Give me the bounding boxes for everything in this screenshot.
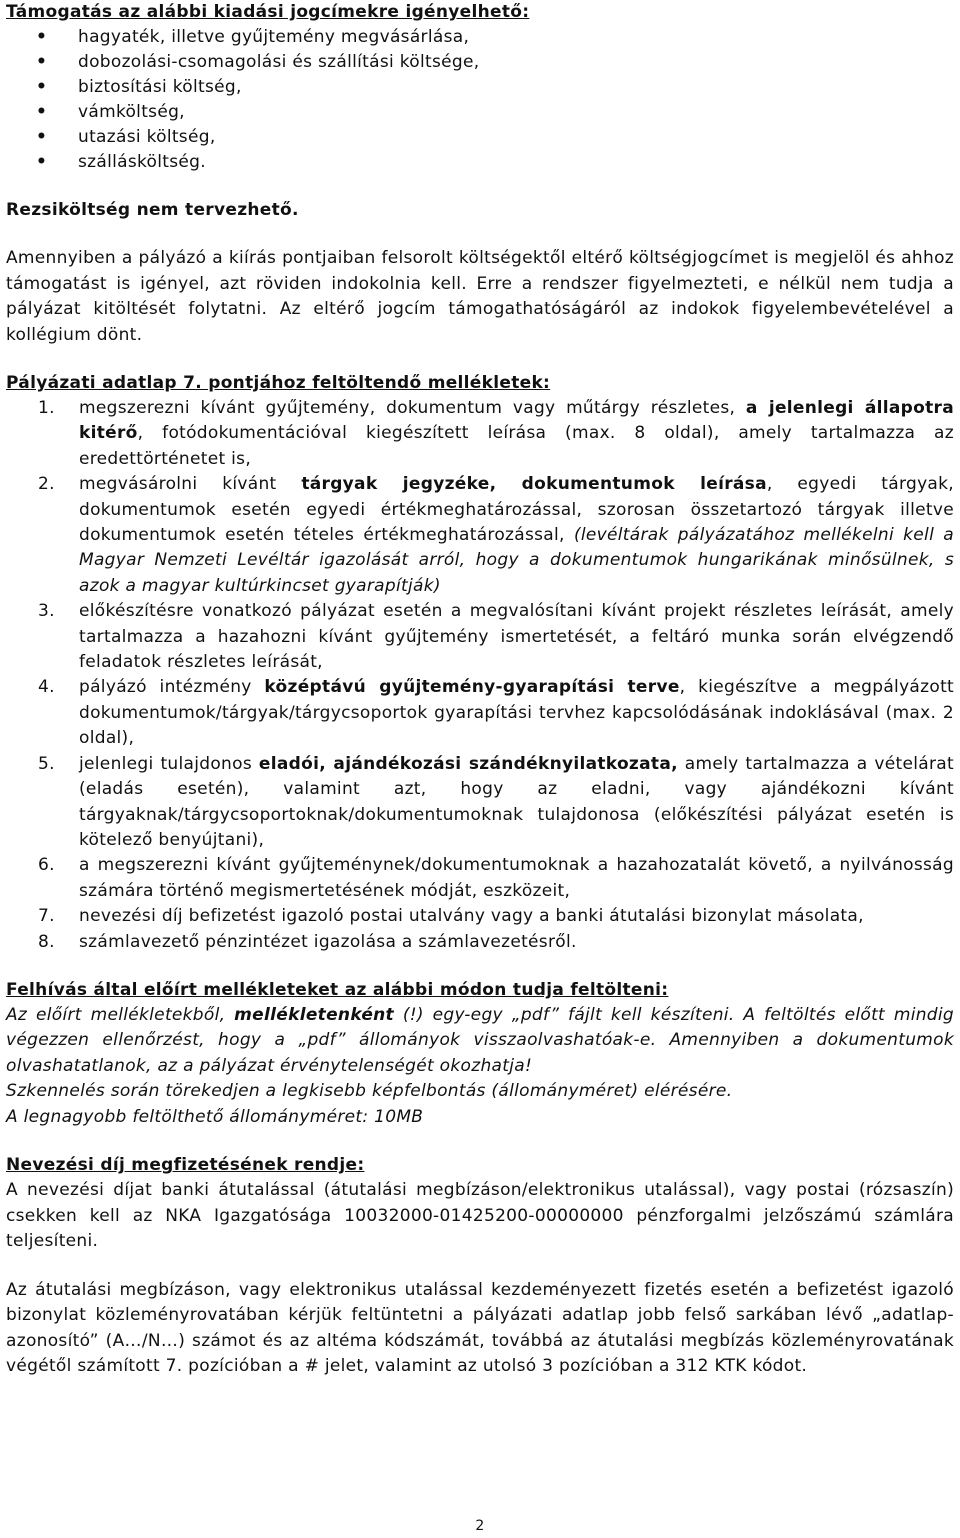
item-number: 8.: [38, 931, 55, 952]
list-item: [6, 853, 954, 904]
list-item: [6, 904, 954, 929]
paragraph: A legnagyobb feltölthető állományméret: 10MB: [6, 1106, 424, 1127]
item-text: számlavezető pénzintézet igazolása a számlavezetésről.: [79, 931, 577, 952]
item-bold-text: eladói, ajándékozási szándéknyilatkozata,: [258, 753, 678, 774]
list-item: [6, 599, 954, 675]
item-number: 1.: [38, 398, 55, 418]
list-item: [6, 675, 954, 751]
paragraph-bold-text: mellékletenként: [234, 1004, 394, 1025]
section-upload-instructions: [6, 978, 954, 1131]
list-item: • szállásköltség.: [6, 150, 954, 175]
paragraph: [6, 1003, 954, 1080]
item-text: amely tartalmazza a vételárat (eladás esetén), valamint azt, hogy az eladni, vagy ajándékozni kívánt tárgyaknak/tárgycsoportoknak/dokumentumoknak tulajdonosa (előkészítési pályázat esetén is kötelező benyújtani),: [79, 753, 954, 850]
item-number: 7.: [38, 906, 55, 927]
list-item: • dobozolási-csomagolási és szállítási költsége,: [6, 50, 954, 75]
item-bold-text: tárgyak jegyzéke, dokumentumok leírása: [301, 474, 767, 495]
overhead-note: Rezsiköltség nem tervezhető.: [6, 200, 299, 220]
list-item: • biztosítási költség,: [6, 75, 954, 100]
section-support-categories: [6, 0, 954, 348]
item-number: 6.: [38, 855, 55, 876]
item-bold-text: a jelenlegi állapotra kitérő: [79, 398, 954, 444]
paragraph-text: (!) egy-egy „pdf” fájlt kell készíteni. A feltöltés előtt mindig végezzen ellenőrzést, hogy a „pdf” állományok visszaolvashatóak-e. Amennyiben a dokumentumok olvashatatlanok, az a pályázat érvénytelenségét okozhatja!: [6, 1004, 954, 1076]
page-number: 2: [475, 1518, 485, 1534]
bullet-list: [6, 25, 954, 175]
list-item: • vámköltség,: [6, 100, 954, 125]
item-text: , egyedi tárgyak, dokumentumok esetén egyedi értékmeghatározással, szorosan összetartozó tárgyak illetve dokumentumok esetén tételes értékmeghatározással,: [79, 474, 954, 546]
section-heading: Támogatás az alábbi kiadási jogcímekre igényelhető:: [6, 2, 530, 22]
list-item: [6, 930, 954, 955]
list-item: [6, 472, 954, 599]
item-text: nevezési díj befizetést igazoló postai utalvány vagy a banki átutalási bizonylat másolata,: [79, 906, 864, 927]
item-text: pályázó intézmény: [79, 677, 265, 698]
item-text: , fotódokumentációval kiegészített leírása (max. 8 oldal), amely tartalmazza az eredettörténetet is,: [79, 423, 954, 469]
item-number: 4.: [38, 677, 55, 698]
item-italic-text: (levéltárak pályázatához mellékelni kell a Magyar Nemzeti Levéltár igazolását arról, hogy a dokumentumok hungarikának minősülnek, s azok a magyar kultúrkincset gyarapítják): [79, 525, 954, 596]
paragraph: A nevezési díjat banki átutalással (átutalási megbízáson/elektronikus utalással), vagy postai (rózsaszín) csekken kell az NKA Igazgatósága 10032000-01425200-00000000 pénzforgalmi jelzőszámú számlára teljesíteni.: [6, 1180, 954, 1252]
item-text: megszerezni kívánt gyűjtemény, dokumentum vagy műtárgy részletes,: [79, 398, 746, 418]
item-text: jelenlegi tulajdonos: [79, 753, 259, 774]
section-attachments: [6, 371, 954, 955]
list-item: [6, 396, 954, 472]
paragraph-text: Az előírt mellékletekből,: [6, 1004, 235, 1025]
list-item: [6, 752, 954, 854]
paragraph: Amennyiben a pályázó a kiírás pontjaiban felsorolt költségektől eltérő költségjogcímet is megjelöl és ahhoz támogatást is igényel, azt röviden indokolnia kell. Erre a rendszer figyelmezteti, e nélkül nem tudja a pályázat kitöltését folytatni. Az eltérő jogcím támogathatóságáról az indokok figyelembevételével a kollégium dönt.: [6, 248, 954, 345]
item-text: megvásárolni kívánt: [79, 474, 302, 495]
section-heading: Nevezési díj megfizetésének rendje:: [6, 1155, 365, 1176]
list-item: • utazási költség,: [6, 125, 954, 150]
paragraph: Szkennelés során törekedjen a legkisebb képfelbontás (állományméret) elérésére.: [6, 1081, 733, 1102]
item-text: előkészítésre vonatkozó pályázat esetén a megvalósítani kívánt projekt részletes leírását, amely tartalmazza a hazahozni kívánt gyűjtemény ismertetését, a feltáró munka során elvégzendő feladatok részletes leírását,: [79, 601, 954, 673]
section-heading: Felhívás által előírt mellékleteket az alábbi módon tudja feltölteni:: [6, 979, 669, 1000]
item-number: 5.: [38, 753, 55, 774]
item-number: 2.: [38, 474, 55, 495]
numbered-list: [6, 396, 954, 955]
list-item: • hagyaték, illetve gyűjtemény megvásárlása,: [6, 25, 954, 50]
item-text: , kiegészítve a megpályázott dokumentumok/tárgyak/tárgycsoportok gyarapítási tervhez kapcsolódásának indoklásával (max. 2 oldal),: [79, 677, 955, 749]
item-text: a megszerezni kívánt gyűjteménynek/dokumentumoknak a hazahozatalát követő, a nyilvánosság számára történő megismertetésének módját, eszközeit,: [79, 855, 954, 901]
section-heading: Pályázati adatlap 7. pontjához feltöltendő mellékletek:: [6, 373, 551, 393]
item-number: 3.: [38, 601, 55, 622]
document-page: [6, 0, 954, 1380]
item-bold-text: középtávú gyűjtemény-gyarapítási terve: [264, 677, 680, 698]
paragraph: Az átutalási megbízáson, vagy elektronikus utalással kezdeményezett fizetés esetén a befizetést igazoló bizonylat közleményrovatában kérjük feltüntetni a pályázati adatlap jobb felső sarkában lévő „adatlap-azonosító” (A…/N…) számot és az altéma kódszámát, továbbá az átutalási megbízás közleményrovatának végétől számított 7. pozícióban a # jelet, valamint az utolsó 3 pozícióban a 312 KTK kódot.: [6, 1279, 954, 1377]
section-fee-payment: [6, 1153, 954, 1380]
